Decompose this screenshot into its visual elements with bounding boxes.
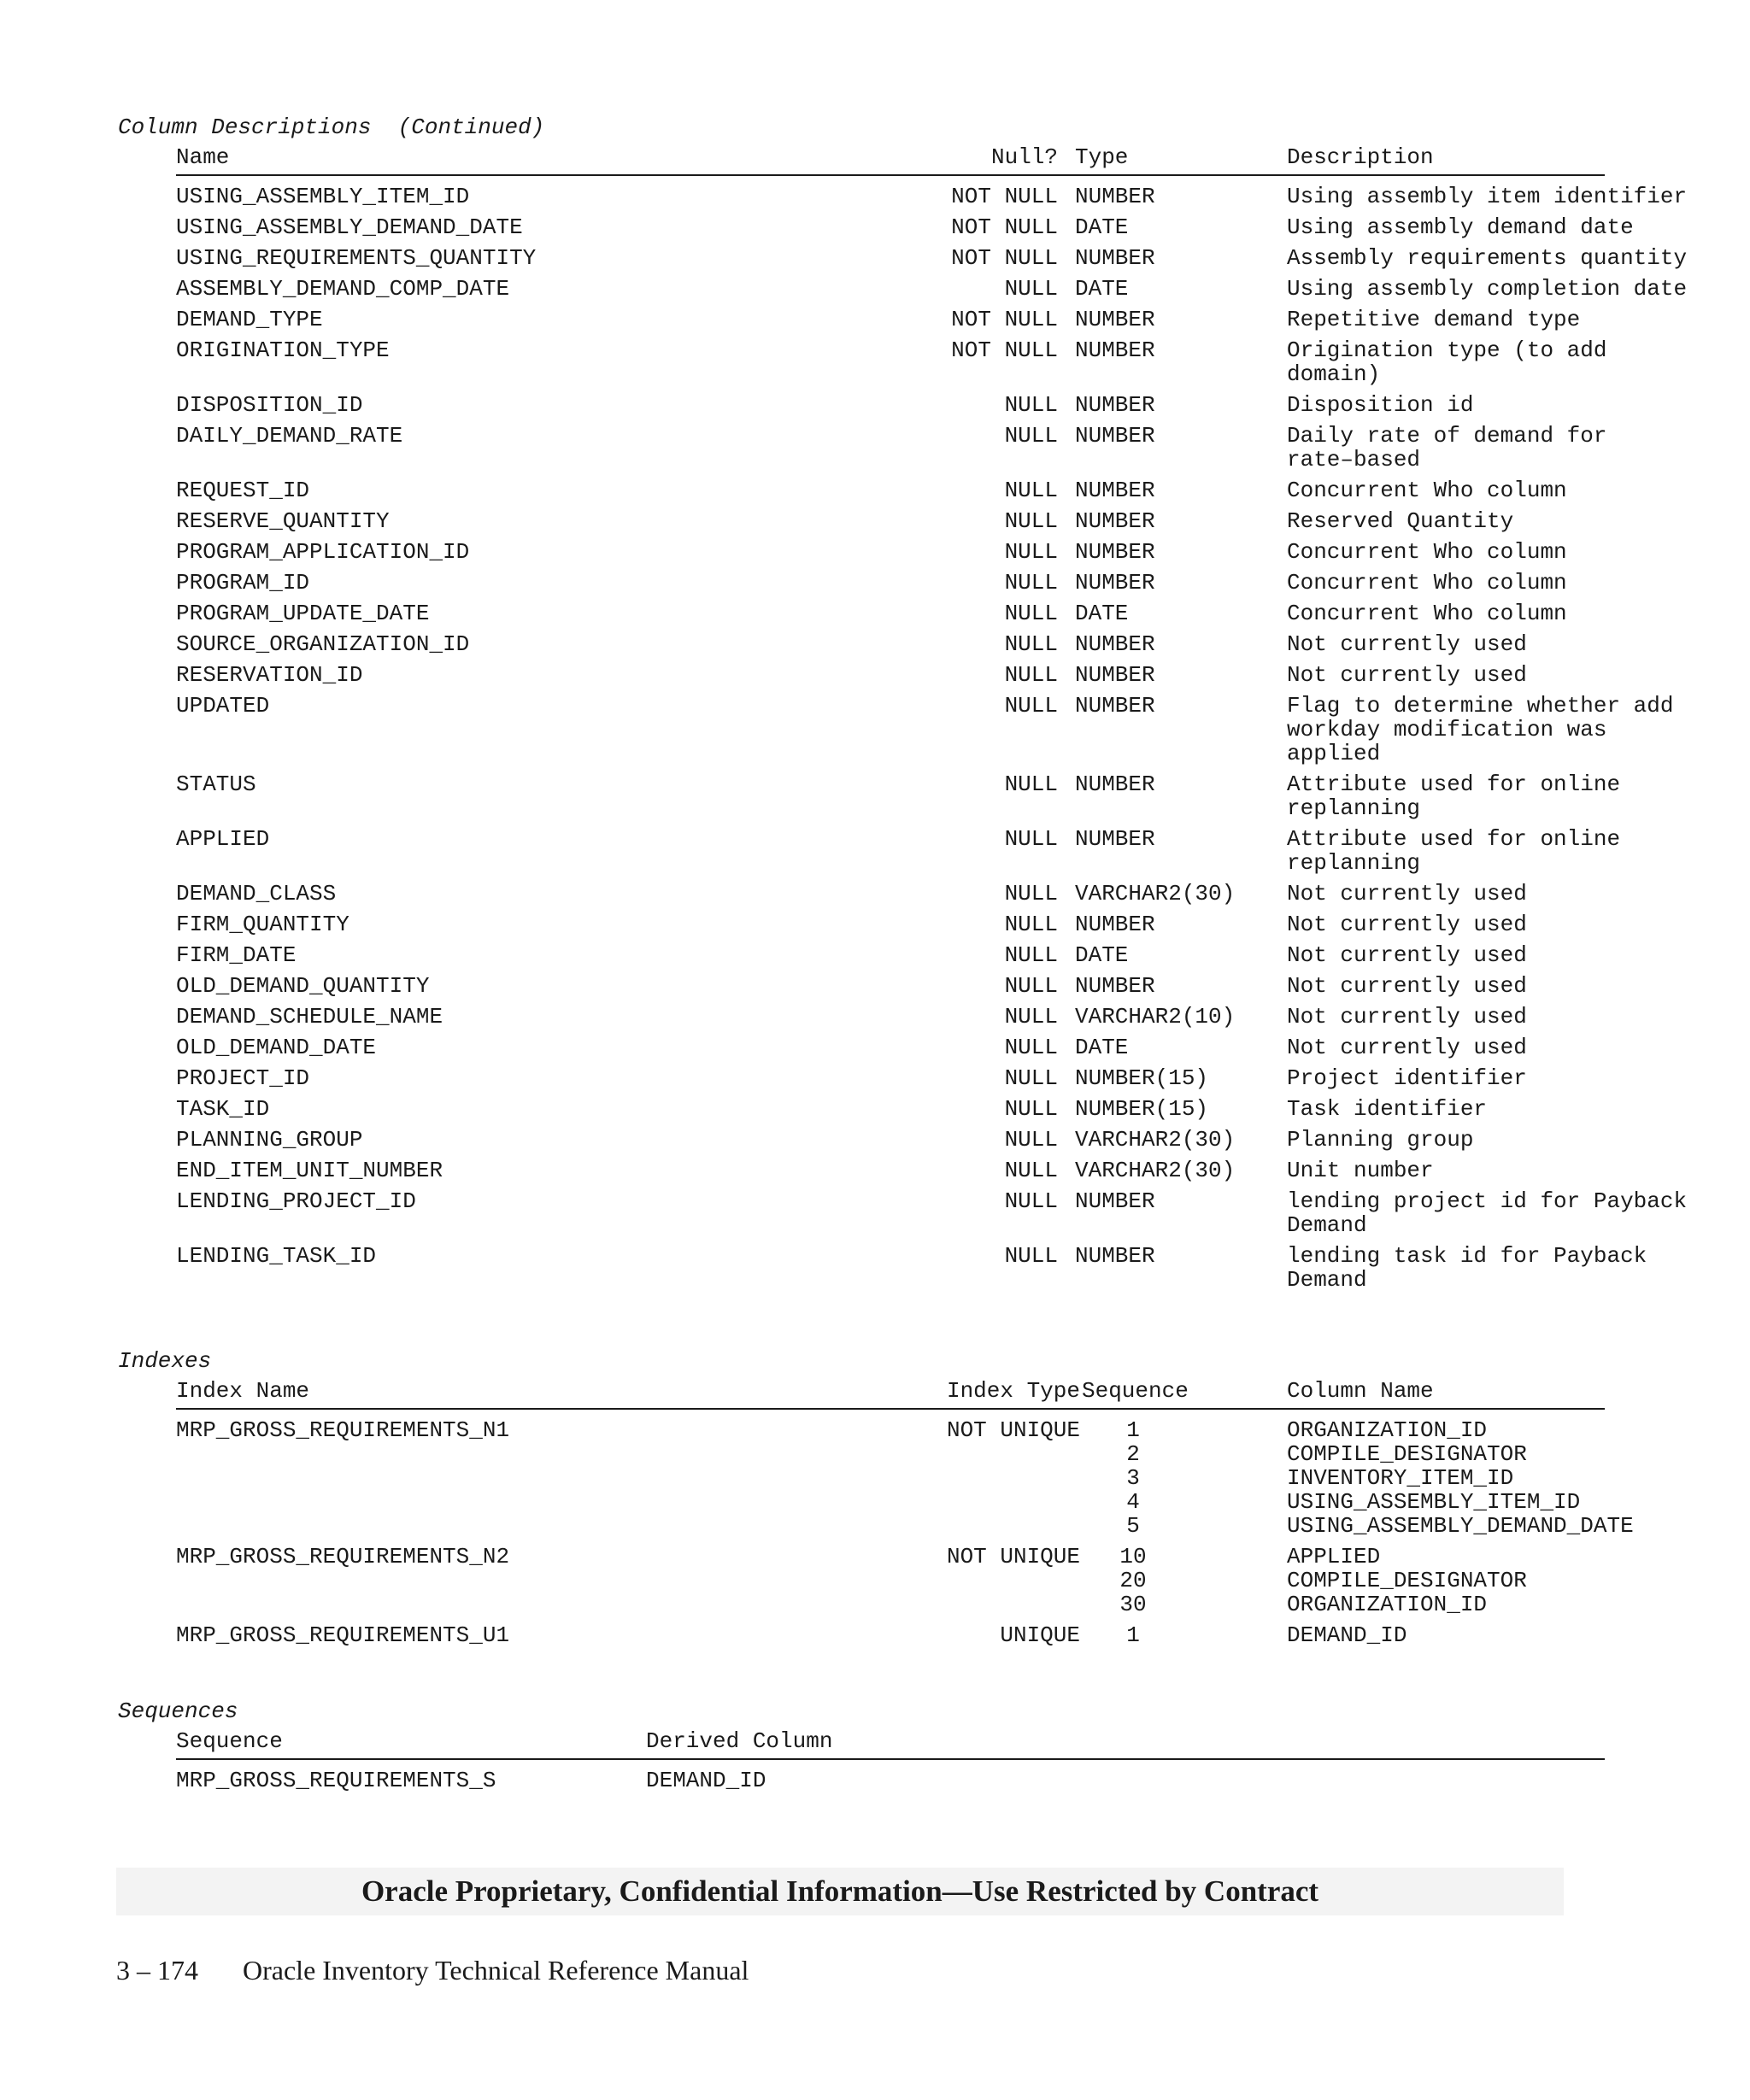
- column-null: NULL: [1004, 1096, 1058, 1122]
- column-name: TASK_ID: [176, 1096, 270, 1122]
- index-column-name: DEMAND_ID: [1287, 1622, 1407, 1648]
- manual-title: Oracle Inventory Technical Reference Manual: [243, 1955, 749, 1986]
- column-type: NUMBER: [1075, 392, 1155, 418]
- column-name: DAILY_DEMAND_RATE: [176, 423, 403, 449]
- column-name: STATUS: [176, 771, 256, 797]
- column-name: FIRM_DATE: [176, 942, 297, 968]
- column-description: Concurrent Who column: [1287, 539, 1567, 565]
- header-sequence: Sequence: [1082, 1378, 1189, 1404]
- column-description: Not currently used: [1287, 631, 1527, 657]
- column-description: Not currently used: [1287, 1004, 1527, 1029]
- column-type: NUMBER: [1075, 693, 1155, 719]
- column-name: APPLIED: [176, 826, 270, 852]
- column-null: NULL: [1004, 771, 1058, 797]
- column-name: SOURCE_ORGANIZATION_ID: [176, 631, 470, 657]
- column-description: Origination type (to add domain): [1287, 337, 1607, 387]
- column-description: Project identifier: [1287, 1065, 1527, 1091]
- column-name: PROGRAM_ID: [176, 570, 310, 595]
- index-column-line: [176, 1569, 1605, 1593]
- sequence-name: MRP_GROSS_REQUIREMENTS_S: [176, 1768, 496, 1793]
- column-name: PROGRAM_APPLICATION_ID: [176, 539, 470, 565]
- column-description: Using assembly item identifier: [1287, 184, 1688, 209]
- sequences-title: Sequences: [118, 1698, 238, 1724]
- column-description: Reserved Quantity: [1287, 508, 1514, 534]
- index-sequence: 1: [1126, 1622, 1140, 1648]
- column-type: NUMBER: [1075, 1188, 1155, 1214]
- index-column-line: [176, 1466, 1605, 1490]
- column-name: PROGRAM_UPDATE_DATE: [176, 601, 430, 626]
- column-type: VARCHAR2(30): [1075, 881, 1236, 906]
- column-null: NULL: [1004, 1035, 1058, 1060]
- derived-column: DEMAND_ID: [646, 1768, 766, 1793]
- column-type: VARCHAR2(30): [1075, 1158, 1236, 1183]
- column-type: DATE: [1075, 601, 1129, 626]
- index-column-name: ORGANIZATION_ID: [1287, 1417, 1488, 1443]
- header-description: Description: [1287, 144, 1434, 170]
- column-null: NOT NULL: [951, 337, 1058, 363]
- column-null: NULL: [1004, 912, 1058, 937]
- column-name: UPDATED: [176, 693, 270, 719]
- index-column-name: USING_ASSEMBLY_ITEM_ID: [1287, 1489, 1581, 1515]
- column-name: USING_ASSEMBLY_ITEM_ID: [176, 184, 470, 209]
- column-type: VARCHAR2(30): [1075, 1127, 1236, 1153]
- column-description: Daily rate of demand for rate–based: [1287, 423, 1607, 472]
- index-column-line: [176, 1442, 1605, 1466]
- column-type: NUMBER: [1075, 1243, 1155, 1269]
- column-description: Not currently used: [1287, 1035, 1527, 1060]
- header-name: Name: [176, 144, 230, 170]
- index-name: MRP_GROSS_REQUIREMENTS_U1: [176, 1622, 510, 1648]
- index-sequence: 2: [1126, 1441, 1140, 1467]
- header-index-name: Index Name: [176, 1378, 310, 1404]
- column-description: Attribute used for online replanning: [1287, 826, 1621, 876]
- indexes-header: [176, 1377, 1605, 1410]
- column-null: NULL: [1004, 508, 1058, 534]
- column-type: NUMBER: [1075, 973, 1155, 999]
- column-type: NUMBER: [1075, 478, 1155, 503]
- column-type: DATE: [1075, 942, 1129, 968]
- column-name: END_ITEM_UNIT_NUMBER: [176, 1158, 443, 1183]
- index-sequence: 5: [1126, 1513, 1140, 1539]
- column-null: NULL: [1004, 1243, 1058, 1269]
- column-name: RESERVATION_ID: [176, 662, 363, 688]
- column-name: REQUEST_ID: [176, 478, 310, 503]
- column-type: NUMBER: [1075, 184, 1155, 209]
- column-descriptions-title: Column Descriptions (Continued): [118, 114, 545, 140]
- index-type: UNIQUE: [1000, 1622, 1080, 1648]
- index-column-line: [176, 1593, 1605, 1616]
- column-null: NULL: [1004, 1004, 1058, 1029]
- column-name: LENDING_TASK_ID: [176, 1243, 377, 1269]
- column-type: NUMBER: [1075, 771, 1155, 797]
- index-column-name: COMPILE_DESIGNATOR: [1287, 1568, 1527, 1593]
- column-null: NULL: [1004, 570, 1058, 595]
- column-description: Assembly requirements quantity: [1287, 245, 1688, 271]
- column-type: DATE: [1075, 1035, 1129, 1060]
- index-column-name: USING_ASSEMBLY_DEMAND_DATE: [1287, 1513, 1634, 1539]
- column-description: Using assembly demand date: [1287, 214, 1634, 240]
- column-type: NUMBER: [1075, 912, 1155, 937]
- column-null: NOT NULL: [951, 245, 1058, 271]
- column-name: DEMAND_SCHEDULE_NAME: [176, 1004, 443, 1029]
- column-name: OLD_DEMAND_QUANTITY: [176, 973, 430, 999]
- confidential-notice: Oracle Proprietary, Confidential Information––Use Restricted by Contract: [361, 1874, 1319, 1908]
- column-type: NUMBER(15): [1075, 1065, 1209, 1091]
- column-type: DATE: [1075, 276, 1129, 302]
- index-column-line: [176, 1513, 1634, 1539]
- column-null: NOT NULL: [951, 307, 1058, 332]
- header-null: Null?: [990, 144, 1058, 170]
- column-null: NULL: [1004, 1158, 1058, 1183]
- header-index-type: Index Type: [946, 1378, 1080, 1404]
- index-sequence: 10: [1119, 1544, 1147, 1569]
- column-name: DEMAND_CLASS: [176, 881, 337, 906]
- index-column-line: [176, 1490, 1605, 1514]
- index-sequence: 3: [1126, 1465, 1140, 1491]
- column-type: NUMBER: [1075, 826, 1155, 852]
- column-name: USING_REQUIREMENTS_QUANTITY: [176, 245, 537, 271]
- column-description: Unit number: [1287, 1158, 1434, 1183]
- header-derived-column: Derived Column: [646, 1728, 833, 1754]
- index-sequence: 20: [1119, 1568, 1147, 1593]
- column-description: Task identifier: [1287, 1096, 1488, 1122]
- column-null: NOT NULL: [951, 184, 1058, 209]
- column-name: PLANNING_GROUP: [176, 1127, 363, 1153]
- column-description: Not currently used: [1287, 881, 1527, 906]
- column-type: NUMBER: [1075, 539, 1155, 565]
- column-null: NULL: [1004, 631, 1058, 657]
- column-name: RESERVE_QUANTITY: [176, 508, 390, 534]
- column-null: NOT NULL: [951, 214, 1058, 240]
- index-type: NOT UNIQUE: [946, 1544, 1080, 1569]
- column-name: DISPOSITION_ID: [176, 392, 363, 418]
- index-name: MRP_GROSS_REQUIREMENTS_N1: [176, 1417, 510, 1443]
- column-description: Disposition id: [1287, 392, 1474, 418]
- index-sequence: 1: [1126, 1417, 1140, 1443]
- column-description: Not currently used: [1287, 973, 1527, 999]
- column-type: NUMBER: [1075, 423, 1155, 449]
- column-type: VARCHAR2(10): [1075, 1004, 1236, 1029]
- column-name: LENDING_PROJECT_ID: [176, 1188, 416, 1214]
- column-description: lending task id for Payback Demand: [1287, 1243, 1647, 1293]
- column-name: FIRM_QUANTITY: [176, 912, 349, 937]
- column-description: Concurrent Who column: [1287, 601, 1567, 626]
- header-sequence-name: Sequence: [176, 1728, 283, 1754]
- column-type: NUMBER: [1075, 570, 1155, 595]
- column-type: NUMBER: [1075, 307, 1155, 332]
- column-type: NUMBER: [1075, 337, 1155, 363]
- index-sequence: 30: [1119, 1592, 1147, 1617]
- column-description: Not currently used: [1287, 942, 1527, 968]
- index-column-name: COMPILE_DESIGNATOR: [1287, 1441, 1527, 1467]
- column-null: NULL: [1004, 1188, 1058, 1214]
- column-description: Concurrent Who column: [1287, 478, 1567, 503]
- column-description: Attribute used for online replanning: [1287, 771, 1621, 821]
- column-name: DEMAND_TYPE: [176, 307, 323, 332]
- column-null: NULL: [1004, 478, 1058, 503]
- column-type: NUMBER: [1075, 662, 1155, 688]
- column-description: Flag to determine whether add workday modification was applied: [1287, 693, 1674, 766]
- column-type: DATE: [1075, 214, 1129, 240]
- header-type: Type: [1075, 144, 1129, 170]
- column-description: Not currently used: [1287, 662, 1527, 688]
- column-null: NULL: [1004, 693, 1058, 719]
- column-null: NULL: [1004, 1065, 1058, 1091]
- sequences-header: [176, 1728, 1605, 1760]
- column-type: NUMBER(15): [1075, 1096, 1209, 1122]
- column-null: NULL: [1004, 973, 1058, 999]
- column-null: NULL: [1004, 276, 1058, 302]
- column-type: NUMBER: [1075, 631, 1155, 657]
- index-name: MRP_GROSS_REQUIREMENTS_N2: [176, 1544, 510, 1569]
- column-null: NULL: [1004, 601, 1058, 626]
- page-number: 3 – 174: [116, 1955, 198, 1986]
- column-description: Repetitive demand type: [1287, 307, 1581, 332]
- column-descriptions-header: [176, 144, 1605, 176]
- column-null: NULL: [1004, 392, 1058, 418]
- index-column-name: APPLIED: [1287, 1544, 1381, 1569]
- column-null: NULL: [1004, 1127, 1058, 1153]
- index-type: NOT UNIQUE: [946, 1417, 1080, 1443]
- column-null: NULL: [1004, 662, 1058, 688]
- column-type: NUMBER: [1075, 245, 1155, 271]
- index-sequence: 4: [1126, 1489, 1140, 1515]
- column-description: Concurrent Who column: [1287, 570, 1567, 595]
- indexes-title: Indexes: [118, 1348, 212, 1374]
- column-description: Not currently used: [1287, 912, 1527, 937]
- column-description: lending project id for Payback Demand: [1287, 1188, 1688, 1238]
- column-description: Planning group: [1287, 1127, 1474, 1153]
- column-null: NULL: [1004, 942, 1058, 968]
- index-column-name: ORGANIZATION_ID: [1287, 1592, 1488, 1617]
- header-column-name: Column Name: [1287, 1378, 1434, 1404]
- column-description: Using assembly completion date: [1287, 276, 1688, 302]
- column-null: NULL: [1004, 423, 1058, 449]
- column-name: PROJECT_ID: [176, 1065, 310, 1091]
- column-null: NULL: [1004, 539, 1058, 565]
- column-name: OLD_DEMAND_DATE: [176, 1035, 377, 1060]
- column-name: USING_ASSEMBLY_DEMAND_DATE: [176, 214, 523, 240]
- column-type: NUMBER: [1075, 508, 1155, 534]
- column-null: NULL: [1004, 826, 1058, 852]
- index-column-name: INVENTORY_ITEM_ID: [1287, 1465, 1514, 1491]
- column-name: ASSEMBLY_DEMAND_COMP_DATE: [176, 276, 510, 302]
- confidential-banner: [116, 1868, 1564, 1915]
- column-name: ORIGINATION_TYPE: [176, 337, 390, 363]
- column-null: NULL: [1004, 881, 1058, 906]
